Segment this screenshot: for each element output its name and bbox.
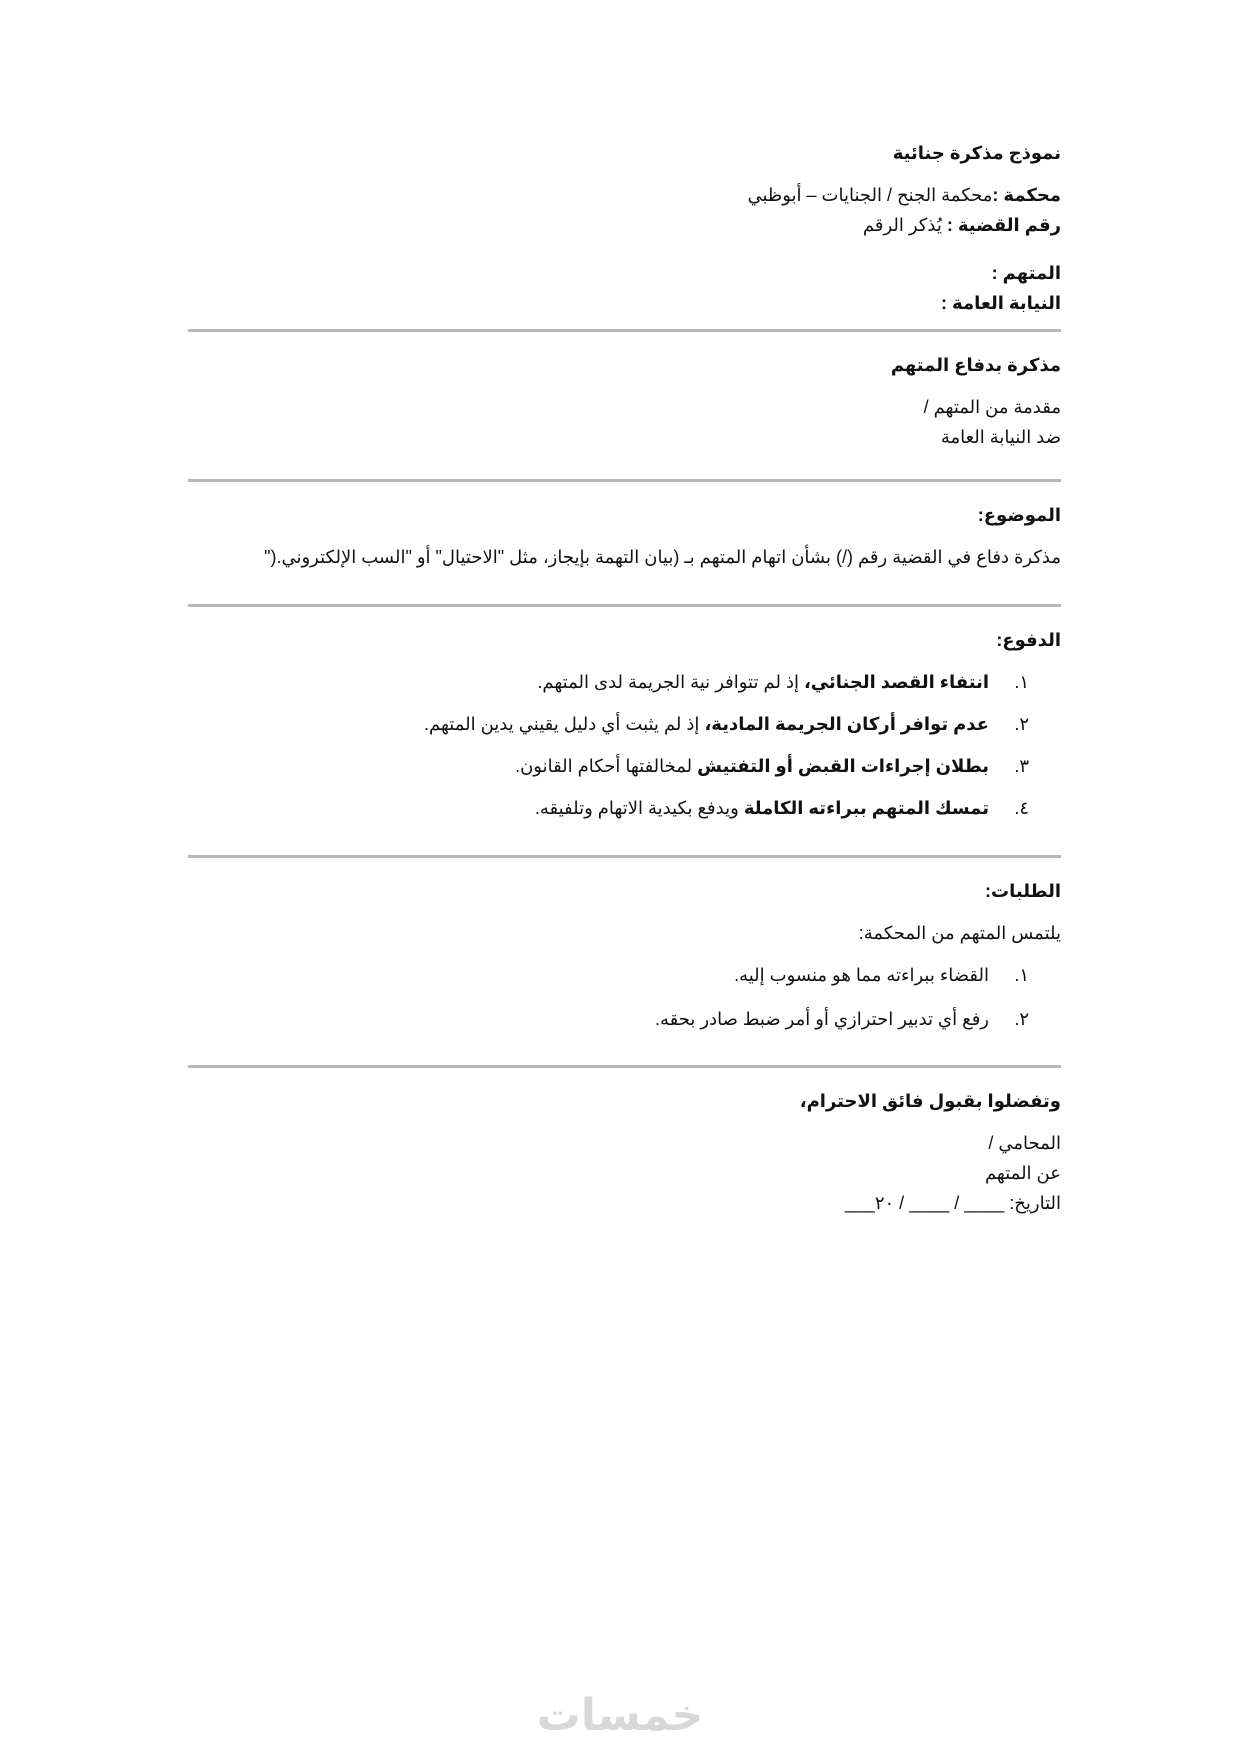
item-text: ويدفع بكيدية الاتهام وتلفيقه. (534, 798, 744, 818)
case-label: رقم القضية : (946, 215, 1061, 235)
list-item (188, 960, 1061, 990)
header-block (188, 138, 1061, 318)
document-title: نموذج مذكرة جنائية (892, 143, 1061, 163)
item-text: رفع أي تدبير احترازي أو أمر ضبط صادر بحقه. (654, 1009, 989, 1029)
court-label: محكمة : (992, 185, 1061, 205)
closing-section (188, 1086, 1061, 1218)
divider (188, 604, 1061, 607)
divider (188, 329, 1061, 332)
requests-heading: الطلبات: (985, 881, 1061, 901)
list-item (188, 751, 1061, 781)
list-item (188, 793, 1061, 823)
closing-heading: وتفضلوا بقبول فائق الاحترام، (799, 1091, 1061, 1111)
against-line: ضد النيابة العامة (940, 427, 1061, 447)
item-text: إذ لم تتوافر نية الجريمة لدى المتهم. (537, 672, 804, 692)
on-behalf-line: عن المتهم (984, 1163, 1061, 1183)
list-item (188, 709, 1061, 739)
case-value: يُذكر الرقم (862, 215, 947, 235)
divider (188, 1065, 1061, 1068)
item-bold-text: عدم توافر أركان الجريمة المادية، (704, 714, 989, 734)
item-bold-text: تمسك المتهم ببراءته الكاملة (743, 798, 989, 818)
watermark-logo: خمسات (536, 1690, 704, 1741)
list-item (188, 1004, 1061, 1034)
presented-by: مقدمة من المتهم / (923, 397, 1061, 417)
subject-heading: الموضوع: (977, 505, 1061, 525)
item-bold-text: بطلان إجراءات القبض أو التفتيش (697, 756, 989, 776)
requests-intro: يلتمس المتهم من المحكمة: (858, 923, 1061, 943)
item-bold-text: انتفاء القصد الجنائي، (803, 672, 989, 692)
memo-section (188, 350, 1061, 452)
court-value: محكمة الجنح / الجنايات – أبوظبي (747, 185, 993, 205)
divider (188, 479, 1061, 482)
defenses-section (188, 625, 1061, 823)
item-text: إذ لم يثبت أي دليل يقيني يدين المتهم. (423, 714, 705, 734)
date-line: التاريخ: ____ / ____ / ٢٠___ (844, 1193, 1061, 1213)
subject-text: مذكرة دفاع في القضية رقم (/) بشأن اتهام المتهم بـ (بيان التهمة بإيجاز، مثل "الاحتيال" أو "السب الإلكتروني.(" (264, 547, 1061, 567)
subject-section (188, 500, 1061, 572)
item-number: ٣. (1014, 756, 1029, 776)
lawyer-line: المحامي / (988, 1133, 1061, 1153)
item-text: القضاء ببراءته مما هو منسوب إليه. (734, 965, 989, 985)
accused-label: المتهم : (991, 263, 1061, 283)
item-number: ١. (1014, 965, 1029, 985)
item-number: ٢. (1014, 1009, 1029, 1029)
item-number: ٢. (1014, 714, 1029, 734)
prosecution-label: النيابة العامة : (941, 293, 1061, 313)
item-number: ١. (1014, 672, 1029, 692)
item-number: ٤. (1014, 798, 1029, 818)
list-item (188, 667, 1061, 697)
requests-section (188, 876, 1061, 1034)
memo-heading: مذكرة بدفاع المتهم (890, 355, 1061, 375)
court-line (188, 180, 1061, 210)
divider (188, 855, 1061, 858)
defenses-heading: الدفوع: (996, 630, 1061, 650)
item-text: لمخالفتها أحكام القانون. (515, 756, 698, 776)
defenses-list (188, 667, 1061, 823)
requests-list (188, 960, 1061, 1034)
case-line (188, 210, 1061, 240)
